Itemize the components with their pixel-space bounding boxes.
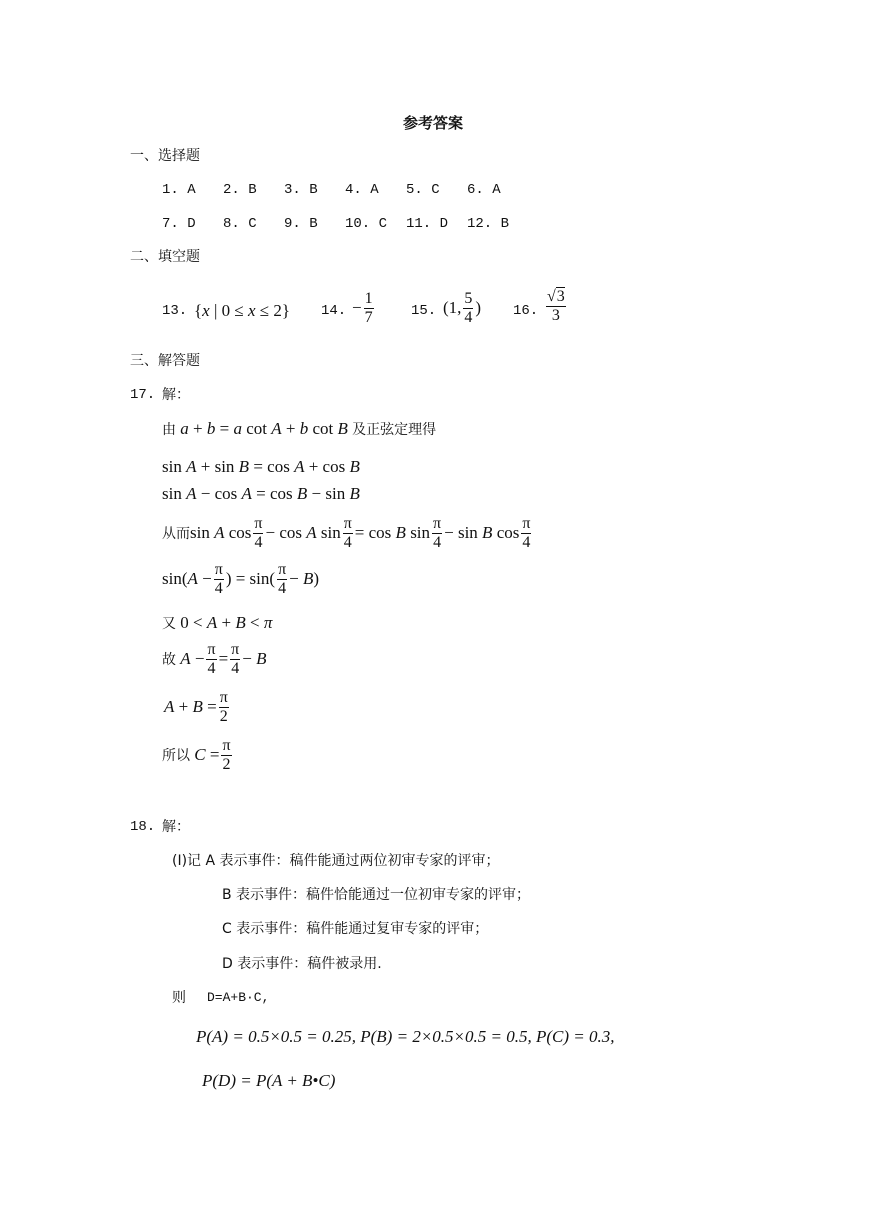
choice-answer: 9. B bbox=[284, 216, 318, 232]
section-heading-solve: 三、解答题 bbox=[130, 353, 200, 369]
choice-answer: 12. B bbox=[467, 216, 510, 232]
event-definition: B 表示事件：稿件恰能通过一位初审专家的评审； bbox=[222, 887, 531, 903]
fill-answer-14: − $\frac{1}{7}$ bbox=[352, 290, 373, 327]
choice-answer: 8. C bbox=[223, 216, 257, 232]
fill-label-16: 16. bbox=[513, 303, 539, 319]
equation-line: 故 A − $\frac{\pi}{4}$ = $\frac{\pi}{4}$ − B bbox=[162, 641, 267, 678]
equation-line: 由 a + b = a cot A + b cot B 及正弦定理得 bbox=[162, 419, 437, 438]
choice-answer: 2. B bbox=[223, 182, 257, 198]
section-heading-fill: 二、填空题 bbox=[130, 249, 200, 265]
equation-line: 从而sin A cos $\frac{\pi}{4}$ − cos A sin $\frac{\pi}{4}$ = cos B sin $\frac{\pi}{4}$ − sin B cos $\frac{\pi}{4}$ bbox=[162, 515, 531, 552]
choice-answer: 4. A bbox=[345, 182, 379, 198]
equation-line: sin A − cos A = cos B − sin B bbox=[162, 484, 360, 503]
equation-line: A + B = $\frac{\pi}{2}$ bbox=[164, 689, 228, 726]
question-17-label: 17. bbox=[130, 387, 156, 403]
fill-answer-15: (1, $\frac{5}{4}$ ) bbox=[443, 290, 482, 327]
event-definition: D 表示事件：稿件被录用. bbox=[222, 956, 382, 972]
equation-line: 又 0 < A + B < π bbox=[162, 613, 273, 632]
choice-answer: 11. D bbox=[406, 216, 449, 232]
choice-answer: 1. A bbox=[162, 182, 196, 198]
choice-answer: 10. C bbox=[345, 216, 388, 232]
event-definition: (Ⅰ)记 A 表示事件：稿件能通过两位初审专家的评审； bbox=[172, 853, 500, 869]
question-17-solution-mark: 解： bbox=[162, 387, 190, 403]
question-18-solution-mark: 解： bbox=[162, 819, 190, 835]
choice-answer: 5. C bbox=[406, 182, 440, 198]
choice-answer: 6. A bbox=[467, 182, 501, 198]
event-definition: C 表示事件：稿件能通过复审专家的评审； bbox=[222, 921, 489, 937]
fill-label-15: 15. bbox=[411, 303, 437, 319]
probability-line: P(D) = P(A + B•C) bbox=[202, 1071, 336, 1090]
fill-answer-13: {x | 0 ≤ x ≤ 2} bbox=[194, 301, 290, 320]
page-title: 参考答案 bbox=[403, 114, 464, 132]
fill-label-14: 14. bbox=[321, 303, 347, 319]
question-18-label: 18. bbox=[130, 819, 156, 835]
event-relation: D=A+B·C, bbox=[207, 990, 270, 1005]
equation-line: sin A + sin B = cos A + cos B bbox=[162, 457, 360, 476]
probability-line: P(A) = 0.5×0.5 = 0.25, P(B) = 2×0.5×0.5 = 0.5, P(C) = 0.3, bbox=[196, 1027, 615, 1046]
choice-answer: 3. B bbox=[284, 182, 318, 198]
equation-line: 所以 C = $\frac{\pi}{2}$ bbox=[162, 737, 231, 774]
section-heading-choice: 一、选择题 bbox=[130, 148, 200, 164]
fill-label-13: 13. bbox=[162, 303, 188, 319]
equation-line: sin(A − $\frac{\pi}{4}$ ) = sin( $\frac{\pi}{4}$ − B) bbox=[162, 561, 320, 598]
fill-answer-16: $\frac{√3}{3}$ bbox=[547, 288, 565, 325]
then-label: 则 bbox=[172, 990, 186, 1006]
choice-answer: 7. D bbox=[162, 216, 196, 232]
